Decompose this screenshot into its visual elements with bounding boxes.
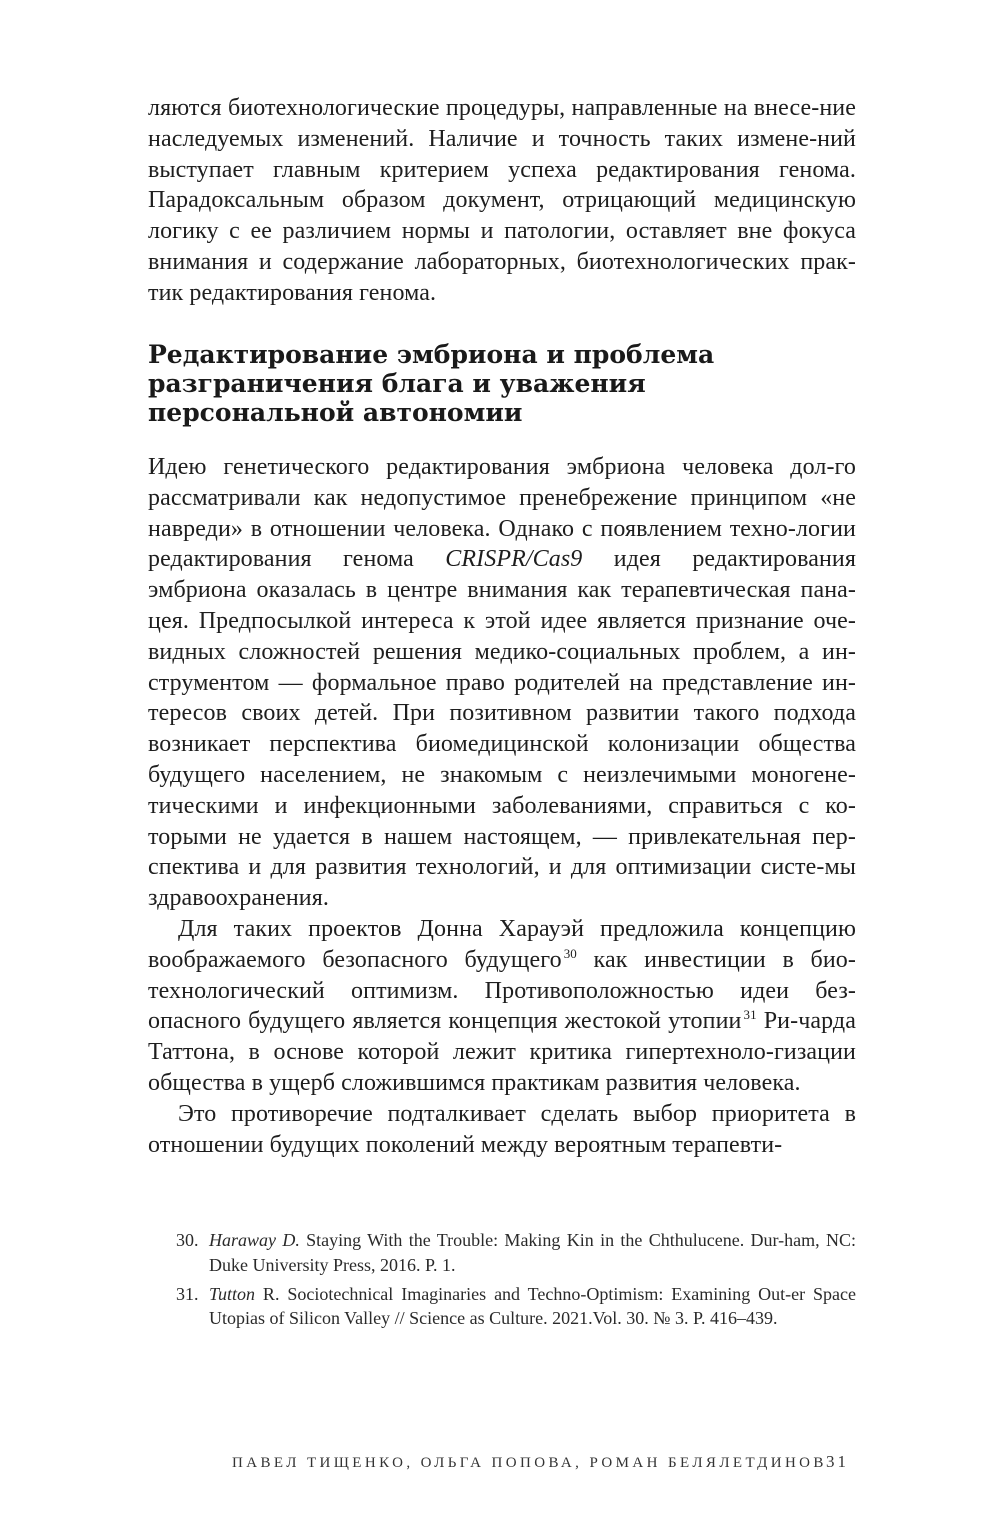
footnote-ref-30[interactable]: 30 bbox=[563, 945, 577, 961]
body-paragraph-1 bbox=[148, 452, 856, 914]
footnote-ref-31[interactable]: 31 bbox=[743, 1007, 757, 1023]
intro-paragraph: ляются биотехнологические процедуры, направленные на внесе-ние наследуемых изменений. Наличие и точность таких измене-ний выступает главным критерием успеха редактирования генома. Парадоксальным образом документ, отрицающий медицинскую логику с ее различием нормы и патологии, оставляет вне фокуса внимания и содержание лабораторных, биотехнологических прак-тик редактирования генома. bbox=[148, 95, 856, 306]
footnote-citation: Staying With the Trouble: Making Kin in the Chthulucene. Dur-ham, NC: Duke University Press, 2016. P. 1. bbox=[209, 1230, 856, 1275]
footnote-author: Tutton bbox=[209, 1283, 256, 1304]
section-body bbox=[148, 452, 856, 1160]
section-heading bbox=[148, 340, 808, 427]
footnote-text bbox=[209, 1282, 856, 1332]
page-number: 31 bbox=[826, 1452, 849, 1471]
footnote-30 bbox=[176, 1228, 856, 1278]
paragraph-1-text-end: идея редактирования эмбриона оказалась в центре внимания как терапевтическая пана-цея. Предпосылкой интереса к этой идее является признание оче-видных сложностей решения медико-социальных проблем, а ин-струментом — формальное право родителей на представление ин-тересов своих детей. При позитивном развитии такого подхода возникает перспектива биомедицинской колонизации общества будущего населением, не знакомым с неизлечимыми моногене-тическими и инфекционными заболеваниями, справиться с ко-торыми не удается в нашем настоящем, — привлекательная пер-спектива и для развития технологий, и для оптимизации систе-мы здравоохранения. bbox=[148, 546, 856, 912]
crispr-term: CRISPR/Cas9 bbox=[445, 546, 583, 573]
section-heading-line-3: персональной автономии bbox=[148, 398, 523, 427]
running-footer-authors: ПАВЕЛ ТИЩЕНКО, ОЛЬГА ПОПОВА, РОМАН БЕЛЯЛЕТДИНОВ bbox=[232, 1455, 827, 1471]
footnote-31 bbox=[176, 1282, 856, 1332]
paragraph-2-part-3: Ри-чарда Таттона, в основе которой лежит критика гипертехноло-гизации общества в ущерб сложившимся практикам развития человека. bbox=[148, 1008, 856, 1096]
body-paragraph-2 bbox=[148, 914, 856, 1099]
paragraph-2-part-2: как инвестиции в био-технологический оптимизм. Противоположностью идеи без-опасного будущего является концепция жестокой утопии bbox=[148, 946, 856, 1035]
intro-text-block bbox=[148, 93, 856, 309]
paragraph-1-text-start: Идею генетического редактирования эмбриона человека дол-го рассматривали как недопустимое пренебрежение принципом «не навреди» в отношении человека. Однако с появлением техно-логии редактирования генома bbox=[148, 454, 856, 573]
footnote-number: 30. bbox=[176, 1230, 199, 1250]
footnote-citation: R. Sociotechnical Imaginaries and Techno-Optimism: Examining Out-er Space Utopias of Silicon Valley // Science as Culture. 2021.Vol. 30. № 3. P. 416–439. bbox=[209, 1283, 856, 1329]
paragraph-2-part-1: Для таких проектов Донна Харауэй предложила концепцию воображаемого безопасного будущего bbox=[148, 915, 856, 973]
footnote-number: 31. bbox=[176, 1283, 199, 1304]
footnote-text bbox=[209, 1228, 856, 1278]
section-heading-line-1: Редактирование эмбриона и проблема bbox=[148, 340, 715, 369]
section-heading-line-2: разграничения блага и уважения bbox=[148, 369, 646, 398]
footnotes-section bbox=[176, 1228, 856, 1335]
footnote-author: Haraway D. bbox=[209, 1230, 300, 1250]
body-paragraph-3: Это противоречие подталкивает сделать выбор приоритета в отношении будущих поколений между вероятным терапевти- bbox=[148, 1100, 856, 1158]
